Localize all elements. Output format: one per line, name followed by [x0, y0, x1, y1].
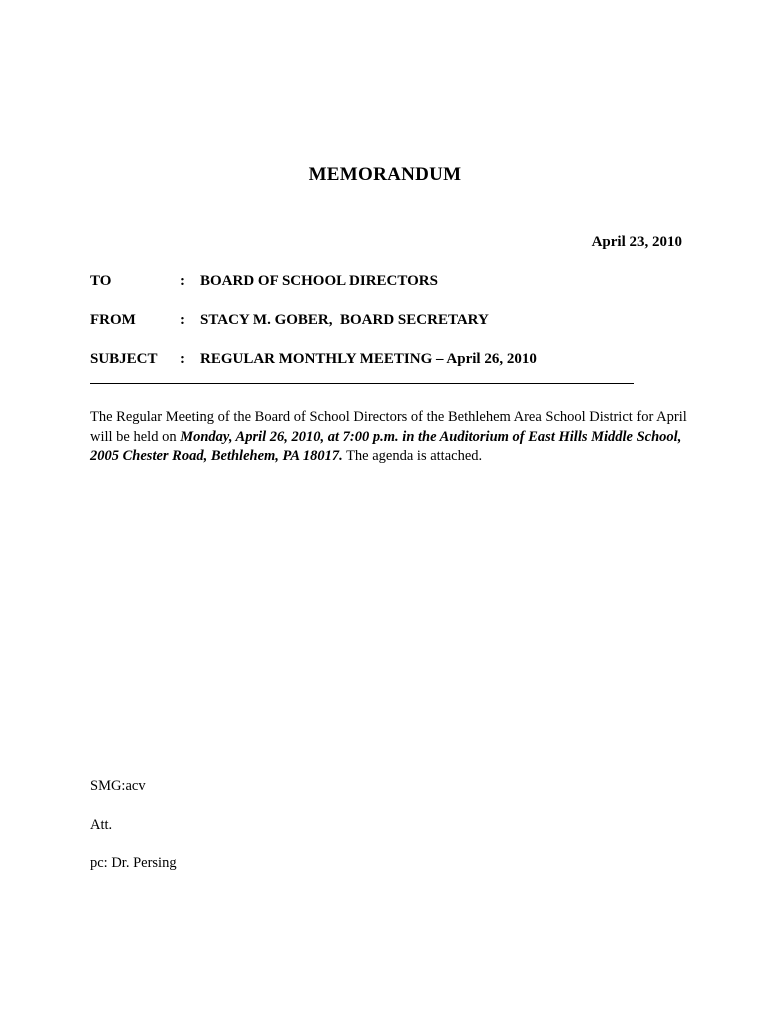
footer-copy: pc: Dr. Persing — [90, 855, 177, 871]
footer-initials: SMG:acv — [90, 778, 146, 794]
to-colon: : — [180, 273, 185, 289]
memo-title: MEMORANDUM — [308, 164, 462, 185]
body-outro: The agenda is attached. — [342, 448, 483, 464]
header-divider — [90, 383, 634, 384]
to-value: BOARD OF SCHOOL DIRECTORS — [200, 273, 438, 289]
footer-attachment: Att. — [90, 817, 113, 833]
body-intro: The Regular Meeting of the Board of School Directors of the Bethlehem Area School District for April will be held on — [90, 409, 687, 445]
body-meeting-details: Monday, April 26, 2010, at 7:00 p.m. in the Auditorium of East Hills Middle School, 2005 Chester Road, Bethlehem, PA 18017. — [90, 428, 682, 464]
memo-body — [90, 408, 690, 467]
subject-label: SUBJECT — [90, 351, 158, 367]
from-label: FROM — [90, 312, 136, 328]
to-label: TO — [90, 273, 112, 289]
from-colon: : — [180, 312, 185, 328]
subject-colon: : — [180, 351, 185, 367]
from-value: STACY M. GOBER, BOARD SECRETARY — [200, 312, 489, 328]
subject-value: REGULAR MONTHLY MEETING – April 26, 2010 — [200, 351, 537, 367]
memo-date: April 23, 2010 — [591, 234, 682, 250]
